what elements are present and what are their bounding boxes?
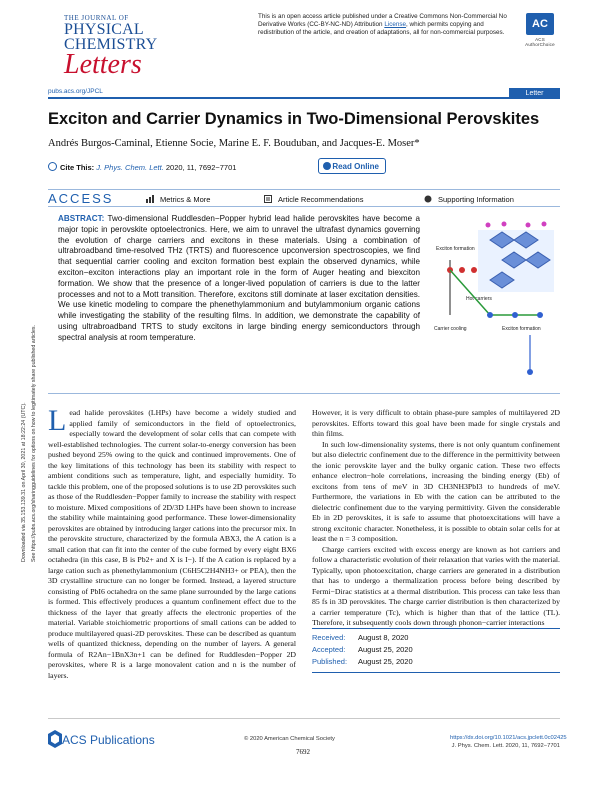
perovskite-lattice-graphic xyxy=(478,222,554,293)
publisher-name[interactable]: ACS Publications xyxy=(62,733,155,747)
received-label: Received: xyxy=(312,633,346,642)
tab-supporting-info[interactable] xyxy=(424,195,514,204)
footer-divider xyxy=(48,718,560,719)
copyright: © 2020 American Chemical Society xyxy=(244,736,335,742)
document-icon xyxy=(264,195,272,203)
author-choice-icon: AC xyxy=(526,13,554,35)
journal-logo xyxy=(64,14,204,78)
doi-link[interactable]: https://dx.doi.org/10.1021/acs.jpclett.0c02425 xyxy=(450,735,567,741)
toc-label-exciton-formation: Exciton formation xyxy=(502,326,541,332)
tab-metrics-label: Metrics & More xyxy=(160,195,211,204)
publication-dates xyxy=(312,632,560,668)
right-column-para-2: In such low-dimensionality systems, there is not only quantum confinement but also dielectric confinement due to the difference in the permittivity between the ionic perovskite layer and the bulky organic cation. These two effects enhance electron−hole correlations, increasing the binding energy (Eb) of excitons from tens of meV in 3D CH3NH3PbI3 to hundreds of meV. Furthermore, the variations in Eb with the cation can be attributed to the dielectric confinement due to the varying permittivity. Given the considerable Eb in 2D perovskites, it is safe to assume that photoexcitations will have a strong excitonic character. Nonetheless, it is possible to obtain solar cells for at least the n = 3 composition. xyxy=(312,439,560,543)
journal-logo-letters: Letters xyxy=(64,49,142,80)
right-column-para-1: However, it is very difficult to obtain phase-pure samples of multilayered 2D perovskites. Efforts toward this goal have been made for single crystals and thin films. xyxy=(312,408,560,438)
download-side-note xyxy=(10,232,50,562)
author-choice-label: ACS AuthorChoice xyxy=(525,37,555,47)
header-divider xyxy=(48,97,560,99)
toc-label-exciton: Exciton formation xyxy=(436,246,475,252)
cite-label: Cite This: xyxy=(60,163,95,172)
license-link[interactable]: License xyxy=(384,21,407,29)
published-label: Published: xyxy=(312,657,348,666)
author-list: Andrés Burgos-Caminal, Etienne Socie, Marine E. F. Bouduban, and Jacques-E. Moser* xyxy=(48,138,420,149)
tab-recommendations[interactable] xyxy=(264,195,363,204)
accepted-label: Accepted: xyxy=(312,645,346,654)
journal-logo-main: PHYSICAL CHEMISTRY xyxy=(64,21,158,53)
tab-supporting-info-label: Supporting Information xyxy=(438,195,514,204)
footer-citation: J. Phys. Chem. Lett. 2020, 11, 7692−7701 xyxy=(451,743,560,749)
published-date: August 25, 2020 xyxy=(358,657,413,666)
article-type-tag: Letter xyxy=(509,88,560,99)
tab-recommendations-label: Article Recommendations xyxy=(278,195,364,204)
citation xyxy=(48,162,236,172)
oa-note-text-2: , which permits copying and redistribution of the article, and creation of adaptations, all for non-commercial purposes. xyxy=(258,21,505,37)
toc-label-hot-carriers: Hot carriers xyxy=(466,296,492,302)
drop-cap: L xyxy=(48,404,67,437)
cite-details: 2020, 11, 7692−7701 xyxy=(163,163,237,172)
toc-label-cooling: Carrier cooling xyxy=(434,326,467,332)
acs-logo-icon xyxy=(48,730,62,748)
access-divider-top xyxy=(48,189,560,190)
page-number: 7692 xyxy=(296,748,310,756)
journal-url[interactable]: pubs.acs.org/JPCL xyxy=(48,88,103,95)
article-title: Exciton and Carrier Dynamics in Two-Dimensional Perovskites xyxy=(48,110,540,128)
open-access-note xyxy=(258,13,520,38)
journal-logo-small: THE JOURNAL OF xyxy=(64,14,129,22)
abstract-label: ABSTRACT: xyxy=(58,214,105,223)
left-column-text: ead halide perovskites (LHPs) have become a widely studied and applied family of semiconductors in the field of optoelectronics, especially toward the development of solar cells that can compete with well-established technologies. The current solar-to-energy conversion has been pushed beyond 25% owing to the quick and continued improvements. One of the key limitations of this technology has been its stability with respect to ambient conditions such as temperature, light, and especially humidity. To tackle this problem, one of the proposed solutions is to use 2D perovskites such as those of the Ruddlesden−Popper family to increase the stability with respect to moisture. Mixed compositions of 2D/3D LHPs have been shown to increase the stability while maintaining good performance. These lower-dimensionality perovskites are obtained by introducing larger cations into the precursor mix. In the perovskite structure, characterized by the formula ABX3, the A cation is a small cation that can fit into the center of the cube formed by every eight BX6 octahedra (in this case, B is Pb2+ and X is I−). If the A cation is replaced by a large cation such as phenethylammonium (C6H5C2H4NH3+ or PEA), then the 3D crystalline structure can no longer be formed. Instead, a layered structure consisting of PbI6 octahedra on the same plane surrounded by the large cations is formed. This effectively produces a quantum confinement effect due to the thickness of the layer that greatly affects the electronic properties of the material. Variable stoichiometric proportions of small cations can be added to produce multilayered quasi-2D perovskites. These can be described as quantum wells of quantized thickness, depending on the number of layers. A general formula of R2An−1BnX3n+1 can be defined for Ruddlesden−Popper 2D perovskites, where R is a large monovalent cation and n is the number of layers. xyxy=(48,408,296,680)
bar-chart-icon xyxy=(146,195,154,203)
cite-icon xyxy=(48,162,57,171)
dates-divider-bottom xyxy=(312,672,560,673)
dates-divider-top xyxy=(312,628,560,629)
accepted-date: August 25, 2020 xyxy=(358,645,413,654)
received-date: August 8, 2020 xyxy=(358,633,409,642)
oa-note-text-1: This is an open access article published under a Creative Commons Non-Commercial No Derivative Works (CC-BY-NC-ND) Attribution xyxy=(258,13,507,29)
right-column-para-3: Charge carriers excited with excess energy are known as hot carriers and follow a characteristic evolution of their relaxation that varies with the material. Typically, upon photoexcitation, charge carriers are generated in a distribution that has to undergo a thermalization process before being described by Fermi−Dirac statistics at a thermal distribution. This process can take less than 85 fs in 3D perovskites. The charge carrier distribution is then characterized by a carrier temperature (Tc), which is higher than that of the lattice (TL). Therefore, it subsequently cools down through phonon−carrier interactions xyxy=(312,544,560,627)
read-online-button[interactable]: Read Online xyxy=(318,158,386,174)
tab-metrics[interactable] xyxy=(146,195,210,204)
cite-journal[interactable]: J. Phys. Chem. Lett. xyxy=(96,163,164,172)
abstract-text: Two-dimensional Ruddlesden−Popper hybrid lead halide perovskites have become a major topic in perovskite optoelectronics. Here, we aim to unravel the ultrafast dynamics governing the evolution of charge carriers and excitons in these materials. Using a combination of ultrabroadband time-resolved THz (TRTS) and fluorescence upconversion spectroscopies, we find that sequential carrier cooling and exciton formation best explain the observed dynamics, while exciton−exciton interactions play an important role in the form of Auger heating and biexciton formation. We show that the presence of a longer-lived population of carriers is due to the latter processes and not to a Mott transition. Therefore, excitons still dominate at laser excitation densities. We use kinetic modeling to compare the phenethylammonium and butylammonium organic cations while investigating the stability of the resulting films. In addition, we demonstrate the capability of using ultrabroadband TRTS to study excitons in large binding energy semiconductors through spectral analysis at room temperature. xyxy=(58,214,420,342)
body-left-column xyxy=(48,404,296,681)
abstract-divider xyxy=(48,393,560,394)
body-right-column xyxy=(312,408,560,629)
supporting-info-icon xyxy=(424,195,432,203)
side-note-line-2: See https://pubs.acs.org/sharingguidelines for options on how to legitimately share published articles. xyxy=(31,324,37,562)
abstract xyxy=(58,214,420,344)
toc-graphic xyxy=(430,210,560,380)
footer-doi xyxy=(450,734,567,750)
access-divider-bottom xyxy=(48,206,560,207)
access-label: ACCESS xyxy=(48,191,114,206)
read-online-icon xyxy=(323,162,331,170)
side-note-line-1: Downloaded via 35.153.139.31 on April 30, 2021 at 18:22:24 (UTC). xyxy=(21,402,27,562)
